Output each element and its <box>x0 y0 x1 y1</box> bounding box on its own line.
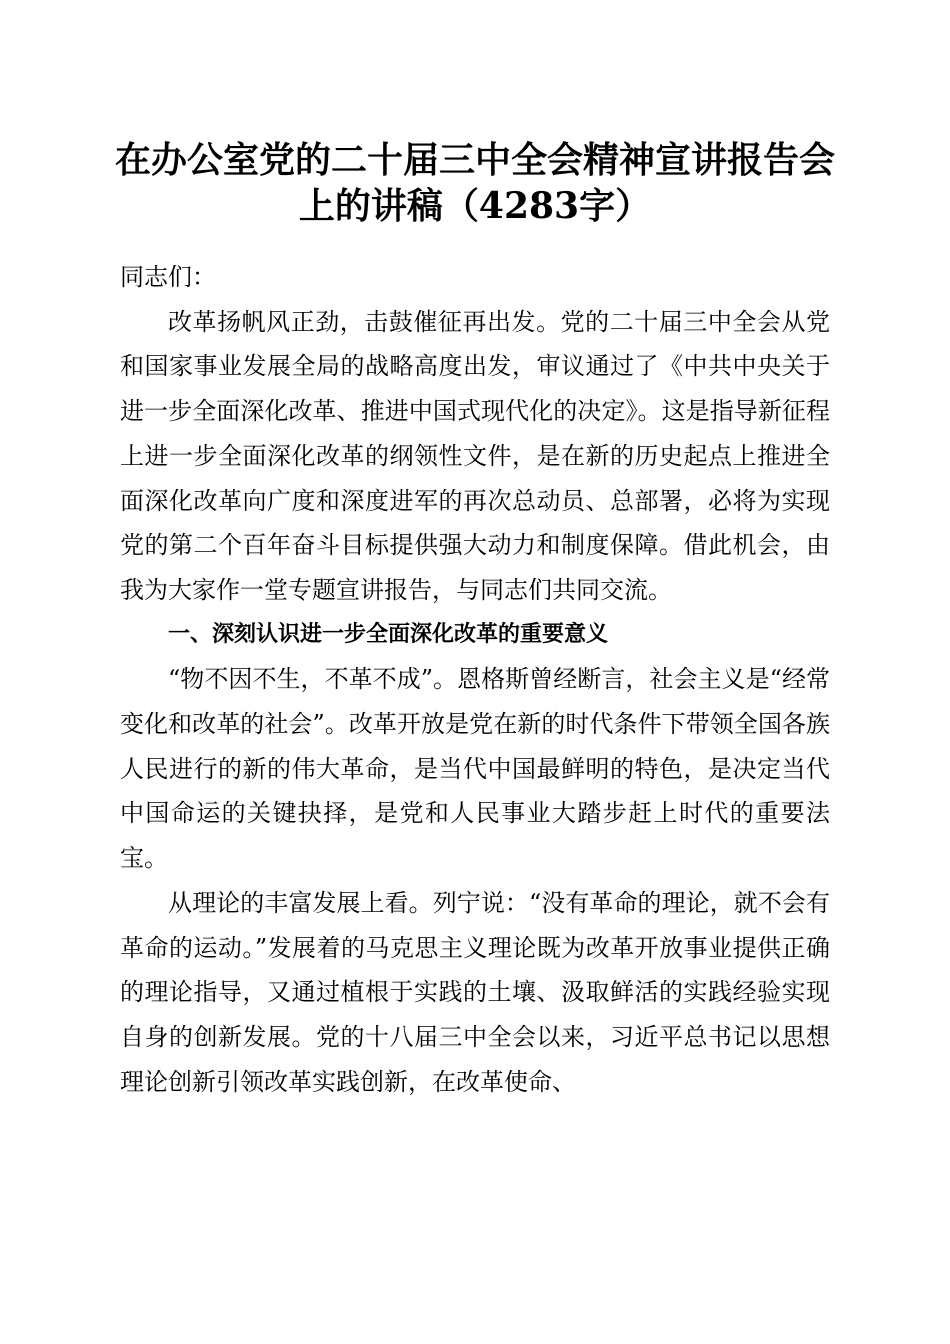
salutation: 同志们： <box>120 263 216 291</box>
body-paragraph-theory: 从理论的丰富发展上看。列宁说：“没有革命的理论，就不会有革命的运动。”发展着的马克思主义理论既为改革开放事业提供正确的理论指导，又通过植根于实践的土壤、汲取鲜活的实践经验实现自身的创新发展。党的十八届三中全会以来，习近平总书记以思想理论创新引领改革实践创新，在改革使命、 <box>120 888 830 1096</box>
document-body <box>120 255 830 1104</box>
document-title-line-1: 在办公室党的二十届三中全会精神宣讲报告会 <box>114 139 835 181</box>
section-heading: 一、深刻认识进一步全面深化改革的重要意义 <box>168 621 609 647</box>
body-paragraph-significance: “物不因不生，不革不成”。恩格斯曾经断言，社会主义是“经常变化和改革的社会”。改革开放是党在新的时代条件下带领全国各族人民进行的新的伟大革命，是当代中国最鲜明的特色，是决定当代中国命运的关键抉择，是党和人民事业大踏步赶上时代的重要法宝。 <box>120 665 830 873</box>
body-paragraph-intro: 改革扬帆风正劲，击鼓催征再出发。党的二十届三中全会从党和国家事业发展全局的战略高度出发，审议通过了《中共中央关于进一步全面深化改革、推进中国式现代化的决定》。这是指导新征程上进一步全面深化改革的纲领性文件，是在新的历史起点上推进全面深化改革向广度和深度进军的再次总动员、总部署，必将为实现党的第二个百年奋斗目标提供强大动力和制度保障。借此机会，由我为大家作一堂专题宣讲报告，与同志们共同交流。 <box>120 307 830 604</box>
document-title-line-2: 上的讲稿（4283字） <box>298 185 652 227</box>
